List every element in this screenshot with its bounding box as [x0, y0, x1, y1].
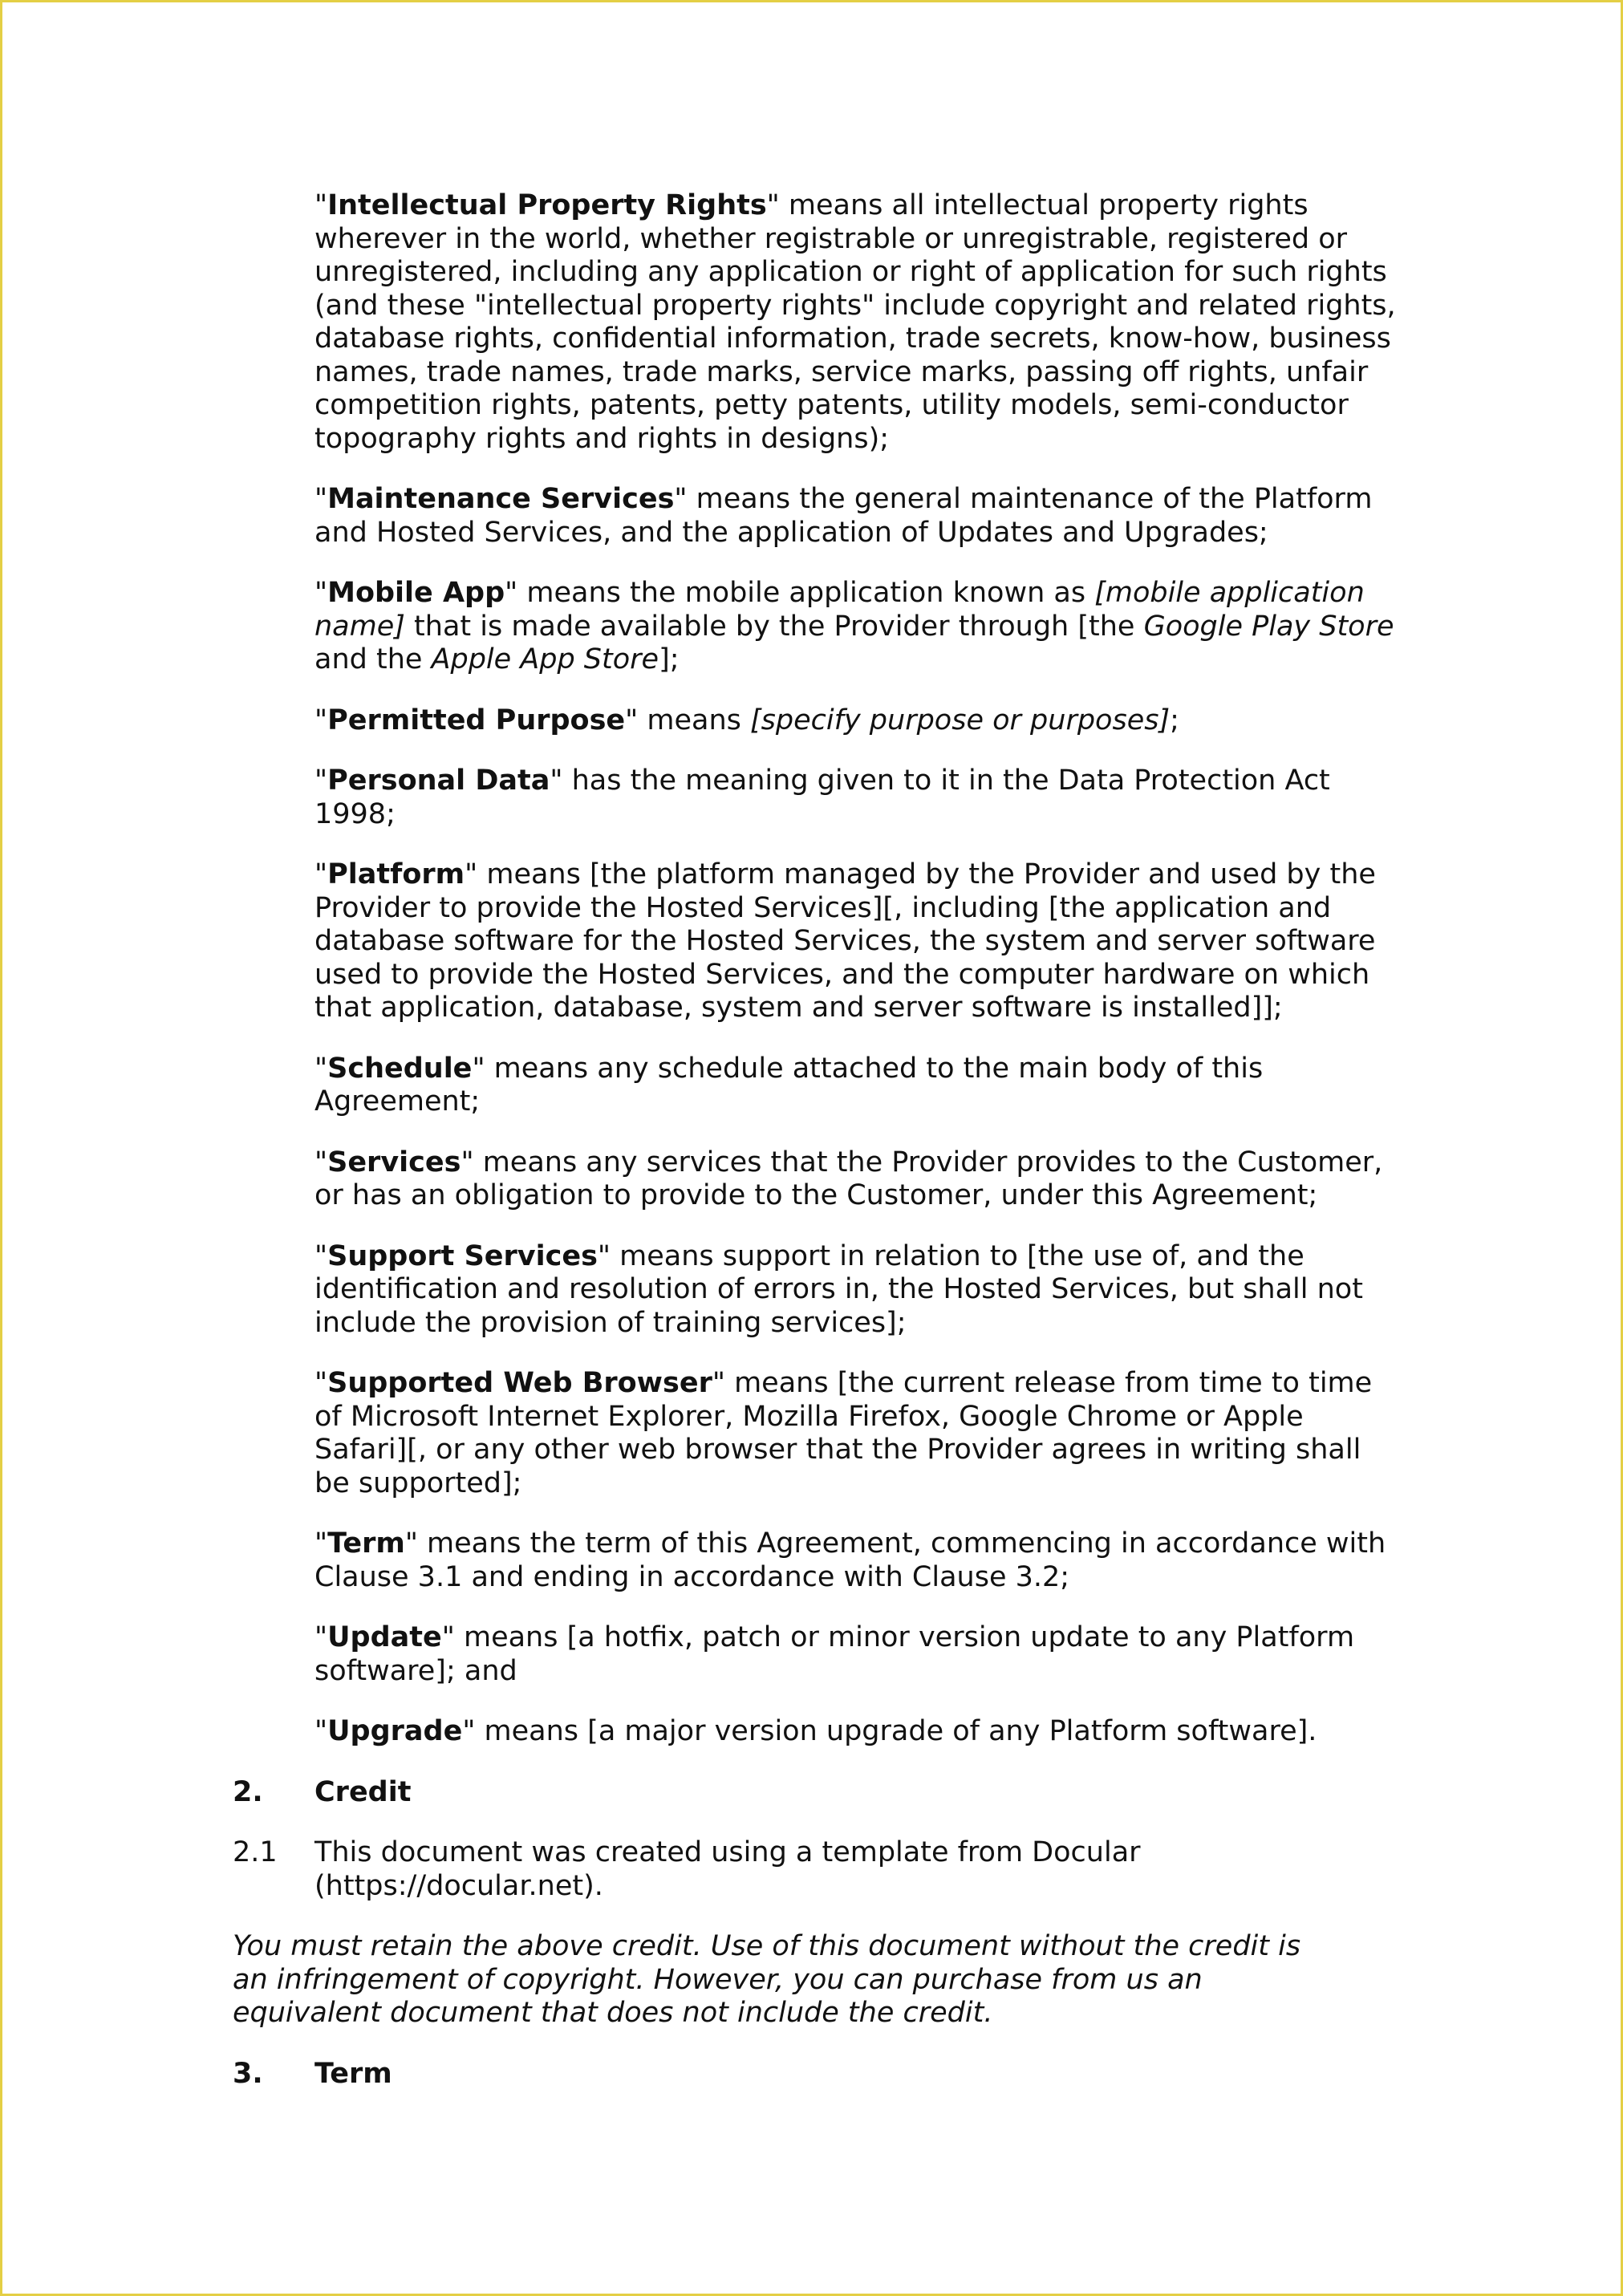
definition-text: that is made available by the Provider through [the: [404, 610, 1144, 643]
definition-text: means [a major version upgrade of any Platform software].: [475, 1715, 1317, 1747]
defined-term: Intellectual Property Rights: [327, 189, 767, 221]
definition-maintenance-services: "Maintenance Services" means the general maintenance of the Platform and Hosted Services, and the application of Updates and Upgrades;: [314, 483, 1373, 549]
defined-term: Term: [327, 1527, 405, 1560]
definition-personal-data: "Personal Data" has the meaning given to it in the Data Protection Act 1998;: [314, 765, 1330, 830]
definition-supported-web-browser: "Supported Web Browser" means [the current release from time to time of Microsoft Internet Explorer, Mozilla Firefox, Google Chrome or Apple Safari][, or any other web browser that the Provider agrees in writing shall be supported];: [314, 1367, 1373, 1499]
section-heading-term: [233, 2058, 1396, 2091]
store-name: Google Play Store: [1143, 610, 1394, 643]
definition-text: and the: [314, 643, 432, 675]
definition-platform: "Platform" means [the platform managed by the Provider and used by the Provider to provide the Hosted Services][, including [the application and database software for the Hosted Services, the system and server software used to provide the Hosted Services, and the computer hardware on which that application, database, system and server software is installed]];: [314, 858, 1376, 1024]
definition-text: means [the current release from time to time of Microsoft Internet Explorer, Mozilla Firefox, Google Chrome or Apple Safari][, or any other web browser that the Provider agrees in writing shall be supported];: [314, 1367, 1373, 1499]
section-heading-credit: [233, 1776, 1396, 1810]
definition-upgrade: "Upgrade" means [a major version upgrade of any Platform software].: [314, 1715, 1317, 1747]
definition-text: means [a hotfix, patch or minor version update to any Platform software]; and: [314, 1621, 1355, 1687]
definition-update: "Update" means [a hotfix, patch or minor version update to any Platform software]; and: [314, 1621, 1355, 1687]
definition-text: means all intellectual property rights wherever in the world, whether registrable or unregistrable, registered or unregistered, including any application or right of application for such rights (and these "intellectual property rights" include copyright and related rights, database rights, confidential information, trade secrets, know-how, business names, trade names, trade marks, service marks, passing off rights, unfair competition rights, patents, petty patents, utility models, semi-conductor topography rights and rights in designs);: [314, 189, 1396, 455]
clause-2-1: [233, 1836, 1396, 1903]
definition-text: ;: [1170, 704, 1179, 736]
definition-intellectual-property-rights: "Intellectual Property Rights" means all intellectual property rights wherever in the world, whether registrable or unregistrable, registered or unregistered, including any application or right of application for such rights (and these "intellectual property rights" include copyright and related rights, database rights, confidential information, trade secrets, know-how, business names, trade names, trade marks, service marks, passing off rights, unfair competition rights, patents, petty patents, utility models, semi-conductor topography rights and rights in designs);: [314, 189, 1396, 455]
definition-text: means [the platform managed by the Provider and used by the Provider to provide the Hosted Services][, including [the application and database software for the Hosted Services, the system and server software used to provide the Hosted Services, and the computer hardware on which that application, database, system and server software is installed]];: [314, 858, 1376, 1024]
definition-mobile-app: "Mobile App" means the mobile application known as [mobile application name] that is made available by the Provider through [the Google Play Store and the Apple App Store];: [314, 577, 1394, 675]
clause-number: 2.1: [233, 1836, 278, 1868]
section-number: 3.: [233, 2057, 263, 2090]
store-name: Apple App Store: [431, 643, 659, 675]
defined-term: Permitted Purpose: [327, 704, 626, 736]
clause-text: This document was created using a template from Docular (https://docular.net).: [314, 1836, 1141, 1902]
section-title: Credit: [314, 1775, 412, 1808]
defined-term: Schedule: [327, 1052, 473, 1085]
defined-term: Personal Data: [327, 765, 550, 797]
definition-text: means support in relation to [the use of, and the identification and resolution of errors in, the Hosted Services, but shall not include the provision of training services];: [314, 1239, 1363, 1339]
defined-term: Supported Web Browser: [327, 1367, 712, 1399]
definition-term: "Term" means the term of this Agreement, commencing in accordance with Clause 3.1 and ending in accordance with Clause 3.2;: [314, 1527, 1386, 1593]
definition-text: means the term of this Agreement, commencing in accordance with Clause 3.1 and ending in accordance with Clause 3.2;: [314, 1527, 1386, 1593]
section-number: 2.: [233, 1775, 263, 1808]
defined-term: Services: [327, 1146, 461, 1178]
definition-schedule: "Schedule" means any schedule attached to the main body of this Agreement;: [314, 1052, 1264, 1118]
definition-support-services: "Support Services" means support in relation to [the use of, and the identification and resolution of errors in, the Hosted Services, but shall not include the provision of training services];: [314, 1239, 1363, 1339]
definition-text: means: [638, 704, 751, 736]
definition-text: means the mobile application known as: [517, 577, 1095, 609]
placeholder-text: [mobile application name]: [314, 577, 1365, 643]
defined-term: Support Services: [327, 1239, 598, 1272]
definition-text: has the meaning given to it in the Data Protection Act 1998;: [314, 765, 1330, 830]
definition-text: means any schedule attached to the main body of this Agreement;: [314, 1052, 1264, 1118]
definition-services: "Services" means any services that the Provider provides to the Customer, or has an obligation to provide to the Customer, under this Agreement;: [314, 1146, 1383, 1211]
credit-note: You must retain the above credit. Use of this document without the credit is an infringement of copyright. However, you can purchase from us an equivalent document that does not include the credit.: [233, 1930, 1301, 2029]
defined-term: Mobile App: [327, 577, 505, 609]
definition-text: means the general maintenance of the Platform and Hosted Services, and the application of Updates and Upgrades;: [314, 483, 1373, 549]
document-body: [233, 189, 1396, 2118]
defined-term: Upgrade: [327, 1715, 463, 1747]
definition-text: ];: [659, 643, 680, 675]
definition-text: means any services that the Provider provides to the Customer, or has an obligation to provide to the Customer, under this Agreement;: [314, 1146, 1383, 1211]
section-title: Term: [314, 2057, 392, 2090]
defined-term: Platform: [327, 858, 465, 890]
placeholder-text: [specify purpose or purposes]: [750, 704, 1171, 736]
defined-term: Update: [327, 1621, 442, 1653]
definition-permitted-purpose: "Permitted Purpose" means [specify purpose or purposes];: [314, 704, 1179, 736]
defined-term: Maintenance Services: [327, 483, 675, 515]
